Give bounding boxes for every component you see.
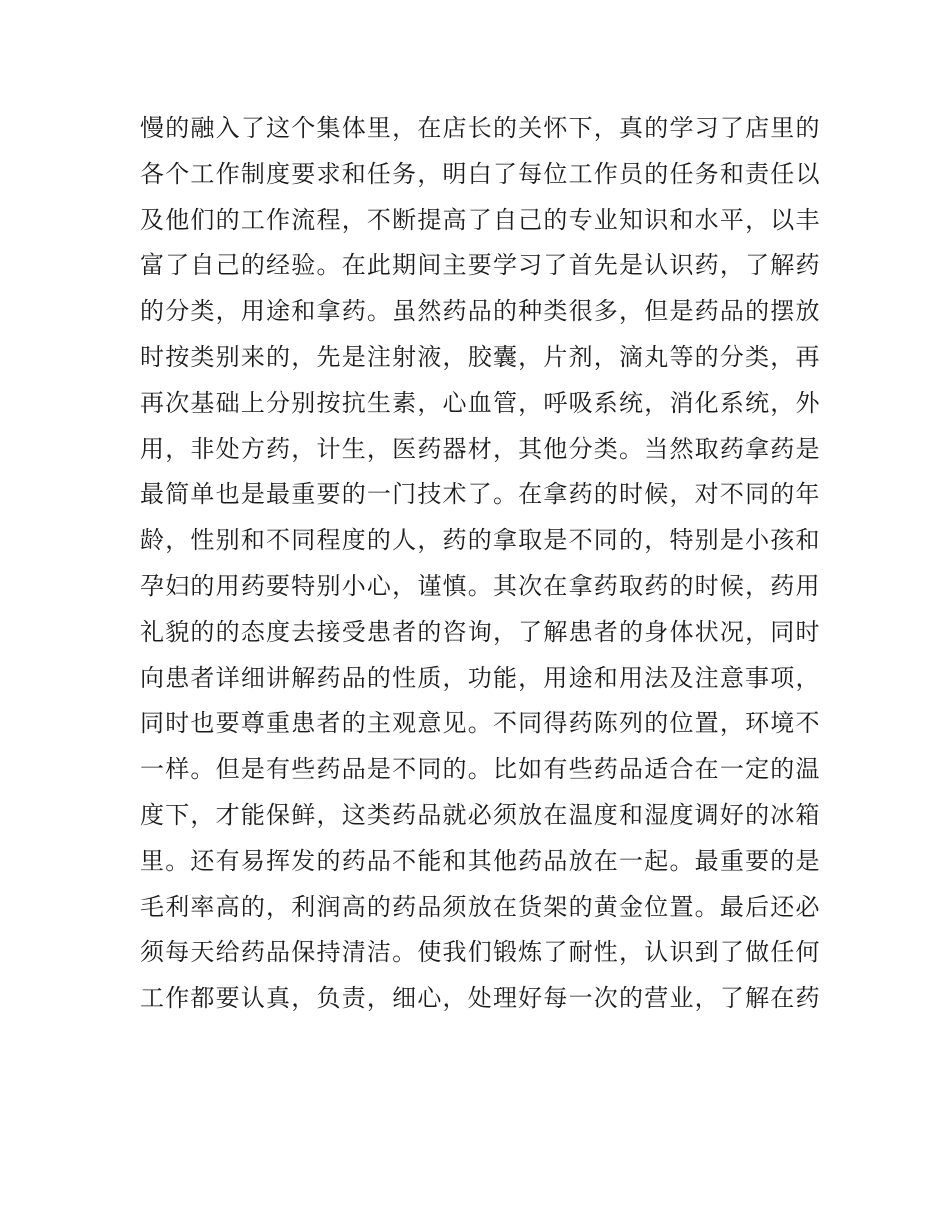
text-line-20: 工作都要认真，负责，细心，处理好每一次的营业，了解在药 (140, 984, 820, 1013)
text-line-1: 慢的融入了这个集体里，在店长的关怀下，真的学习了店里的 (140, 114, 820, 142)
text-line-3: 及他们的工作流程，不断提高了自己的专业知识和水平，以丰 (140, 205, 820, 234)
text-line-11: 孕妇的用药要特别小心，谨慎。其次在拿药取药的时候，药用 (140, 571, 820, 600)
text-line-9: 最简单也是最重要的一门技术了。在拿药的时候，对不同的年 (140, 480, 820, 509)
text-line-14: 同时也要尊重患者的主观意见。不同得药陈列的位置，环境不 (140, 709, 820, 738)
text-line-15: 一样。但是有些药品是不同的。比如有些药品适合在一定的温 (140, 755, 820, 784)
text-line-8: 用，非处方药，计生，医药器材，其他分类。当然取药拿药是 (140, 434, 820, 463)
text-line-12: 礼貌的的态度去接受患者的咨询，了解患者的身体状况，同时 (140, 617, 820, 646)
text-line-4: 富了自己的经验。在此期间主要学习了首先是认识药，了解药 (140, 251, 820, 280)
text-line-6: 时按类别来的，先是注射液，胶囊，片剂，滴丸等的分类，再 (140, 342, 820, 371)
text-line-2: 各个工作制度要求和任务，明白了每位工作员的任务和责任以 (140, 159, 820, 188)
body-paragraph (140, 106, 820, 1022)
text-line-5: 的分类，用途和拿药。虽然药品的种类很多，但是药品的摆放 (140, 297, 820, 326)
text-line-17: 里。还有易挥发的药品不能和其他药品放在一起。最重要的是 (140, 846, 820, 875)
text-line-19: 须每天给药品保持清洁。使我们锻炼了耐性，认识到了做任何 (140, 938, 820, 967)
text-line-18: 毛利率高的，利润高的药品须放在货架的黄金位置。最后还必 (140, 892, 820, 921)
text-line-7: 再次基础上分别按抗生素，心血管，呼吸系统，消化系统，外 (140, 388, 820, 417)
text-line-13: 向患者详细讲解药品的性质，功能，用途和用法及注意事项， (140, 663, 820, 692)
text-line-10: 龄，性别和不同程度的人，药的拿取是不同的，特别是小孩和 (140, 526, 820, 555)
text-line-16: 度下，才能保鲜，这类药品就必须放在温度和湿度调好的冰箱 (140, 800, 820, 829)
